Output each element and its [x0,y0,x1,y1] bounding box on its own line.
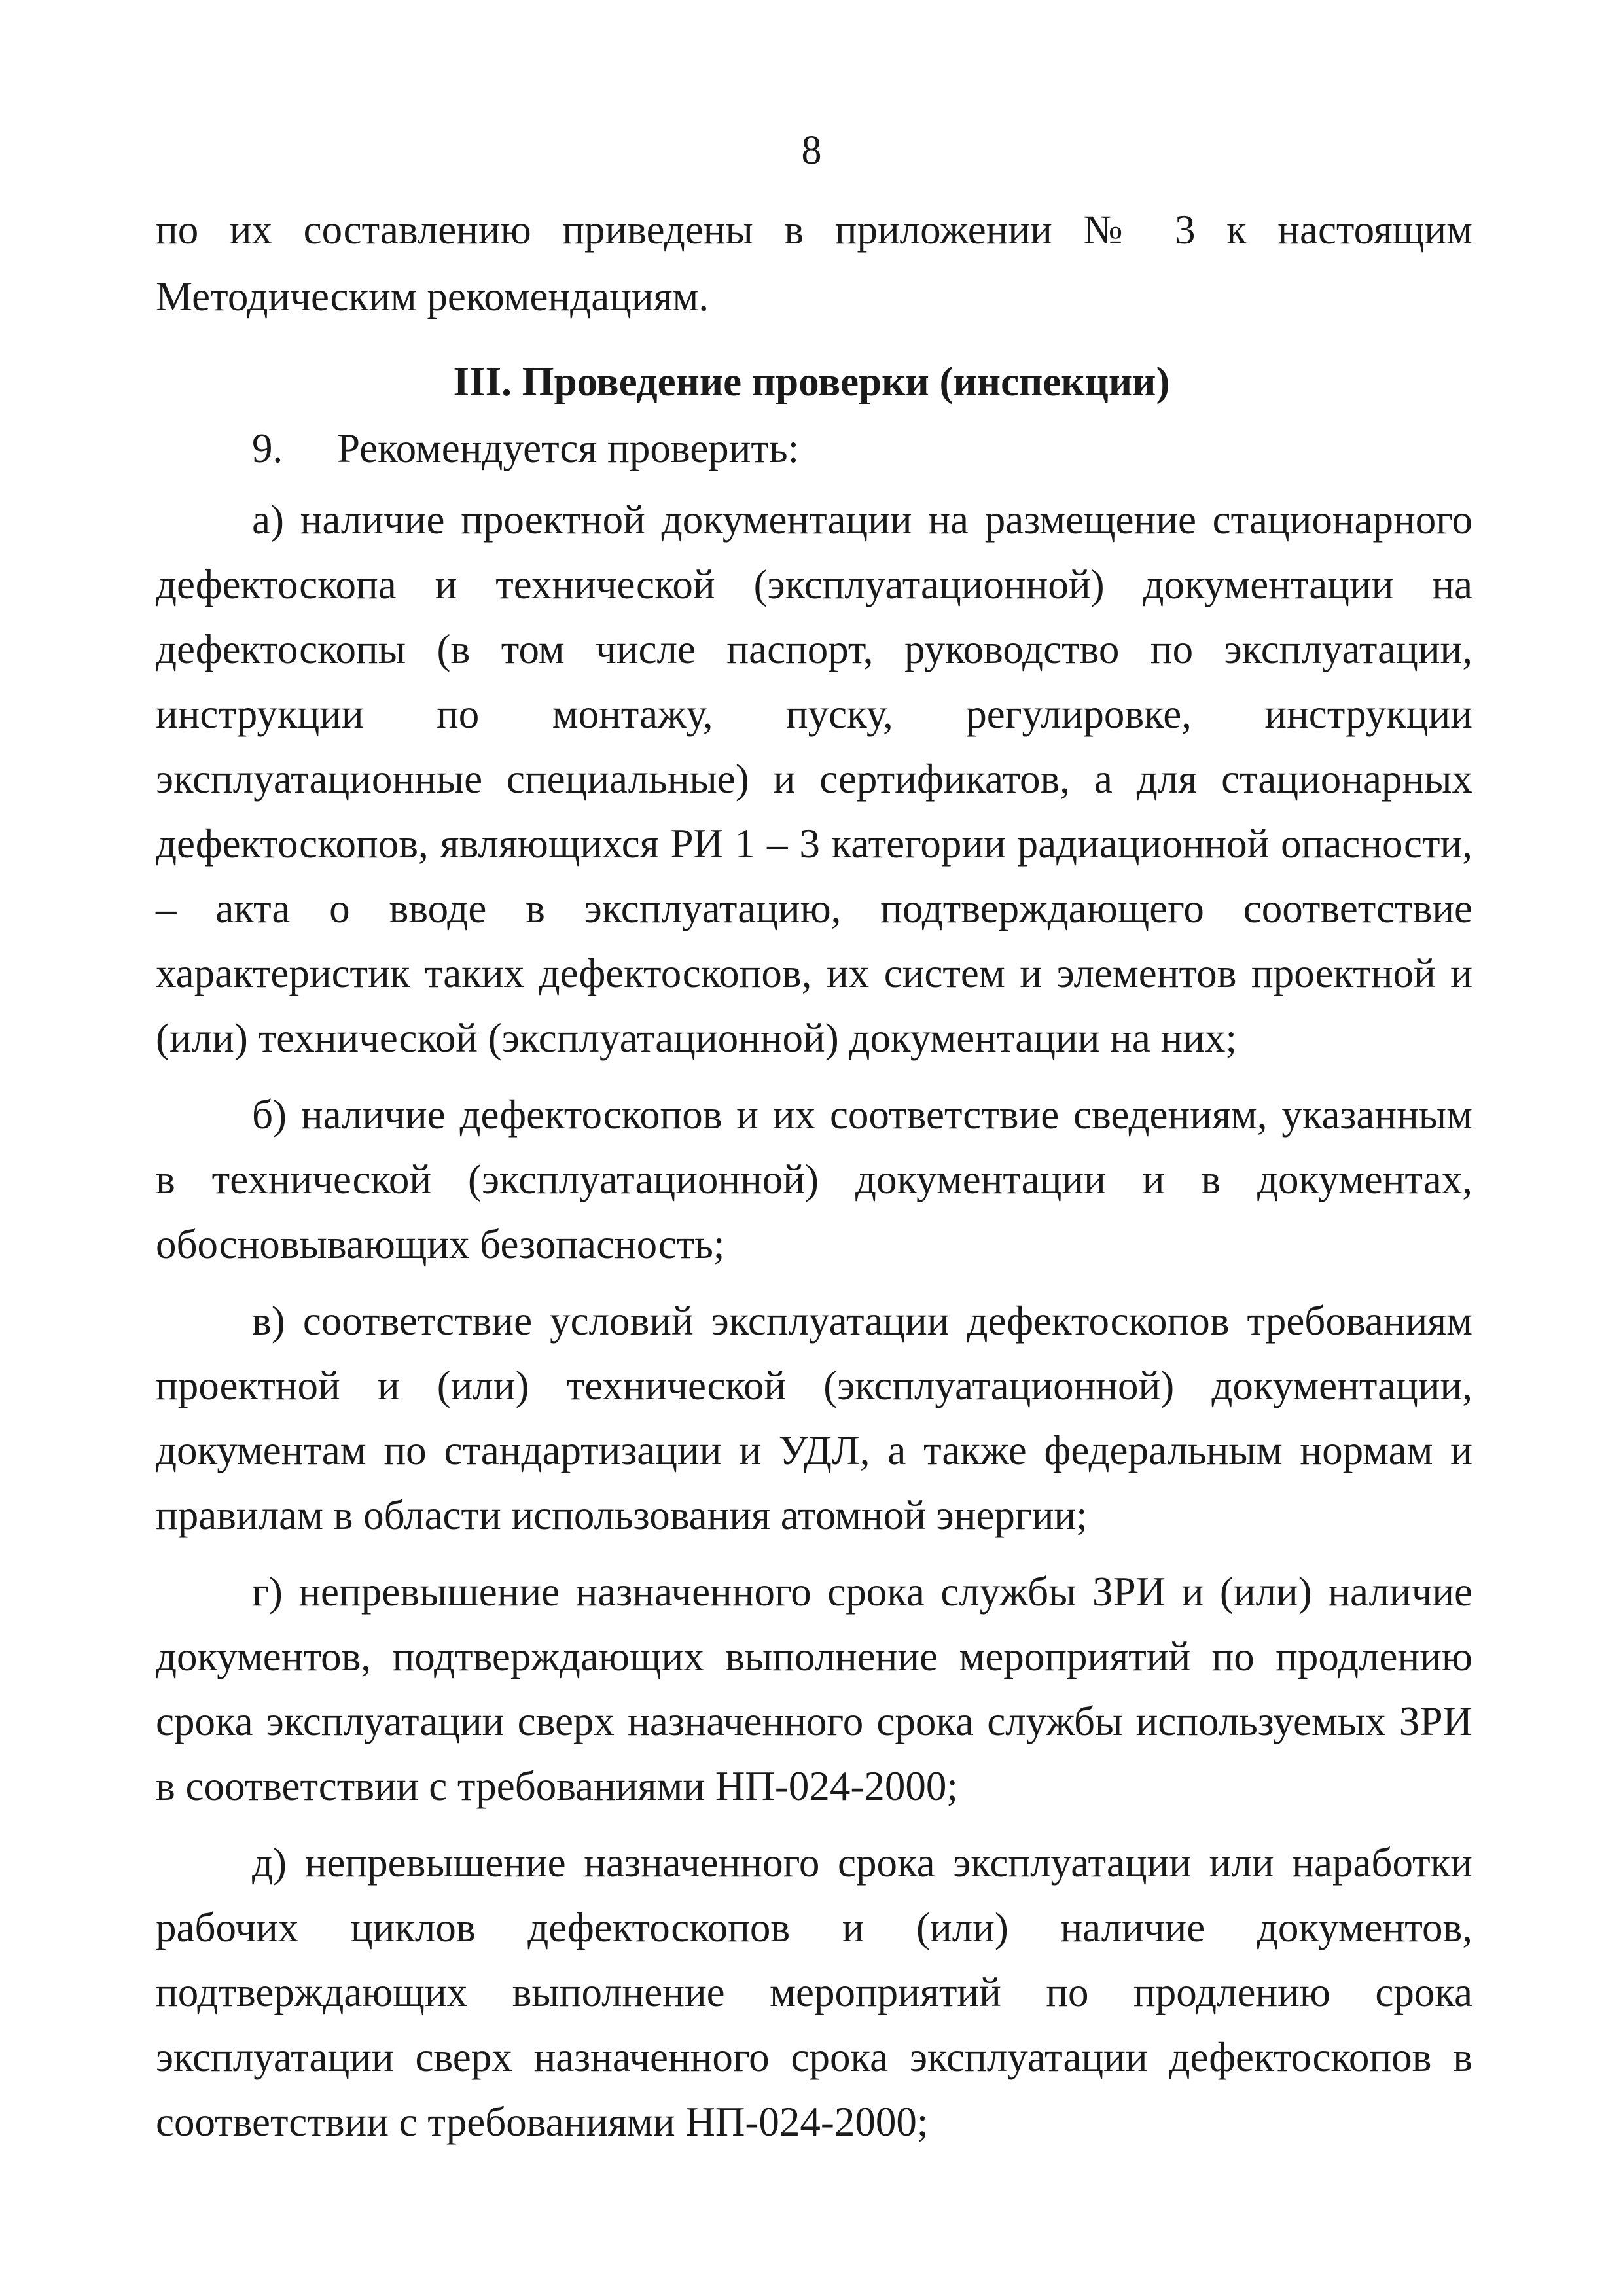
subitem-g: г) непревышение назначенного срока службы ЗРИ и (или) наличие документов, подтверждающих выполнение мероприятий по продлению срока эксплуатации сверх назначенного срока службы используемых ЗРИ в соответствии с требованиями НП-024-2000; [156,1569,1472,1809]
subitem-a: а) наличие проектной документации на размещение стационарного дефектоскопа и технической (эксплуатационной) документации на дефектоскопы (в том числе паспорт, руководство по эксплуатации, инструкции по монтажу, пуску, регулировке, инструкции эксплуатационные специальные) и сертификатов, а для стационарных дефектоскопов, являющихся РИ 1 – 3 категории радиационной опасности, – акта о вводе в эксплуатацию, подтверждающего соответствие характеристик таких дефектоскопов, их систем и элементов проектной и (или) технической (эксплуатационной) документации на них; [156,497,1472,1061]
subitems-list [156,488,1472,2166]
intro-paragraph [156,196,1472,330]
section-heading: III. Проведение проверки (инспекции) [453,359,1170,404]
item-9 [252,419,799,478]
subitem-d: д) непревышение назначенного срока эксплуатации или наработки рабочих циклов дефектоскопов и (или) наличие документов, подтверждающих выполнение мероприятий по продлению срока эксплуатации сверх назначенного срока эксплуатации дефектоскопов в соответствии с требованиями НП-024-2000; [156,1840,1472,2145]
item-9-text: Рекомендуется проверить: [337,425,800,471]
subitem-b: б) наличие дефектоскопов и их соответствие сведениям, указанным в технической (эксплуатационной) документации и в документах, обосновывающих безопасность; [156,1092,1472,1267]
subitem-v: в) соответствие условий эксплуатации дефектоскопов требованиям проектной и (или) технической (эксплуатационной) документации, документам по стандартизации и УДЛ, а также федеральным нормам и правилам в области использования атомной энергии; [156,1298,1472,1538]
page-number: 8 [801,128,822,173]
item-9-number: 9. [252,425,283,471]
intro-text: по их составлению приведены в приложении № 3 к настоящим Методическим рекомендациям. [156,207,1472,319]
